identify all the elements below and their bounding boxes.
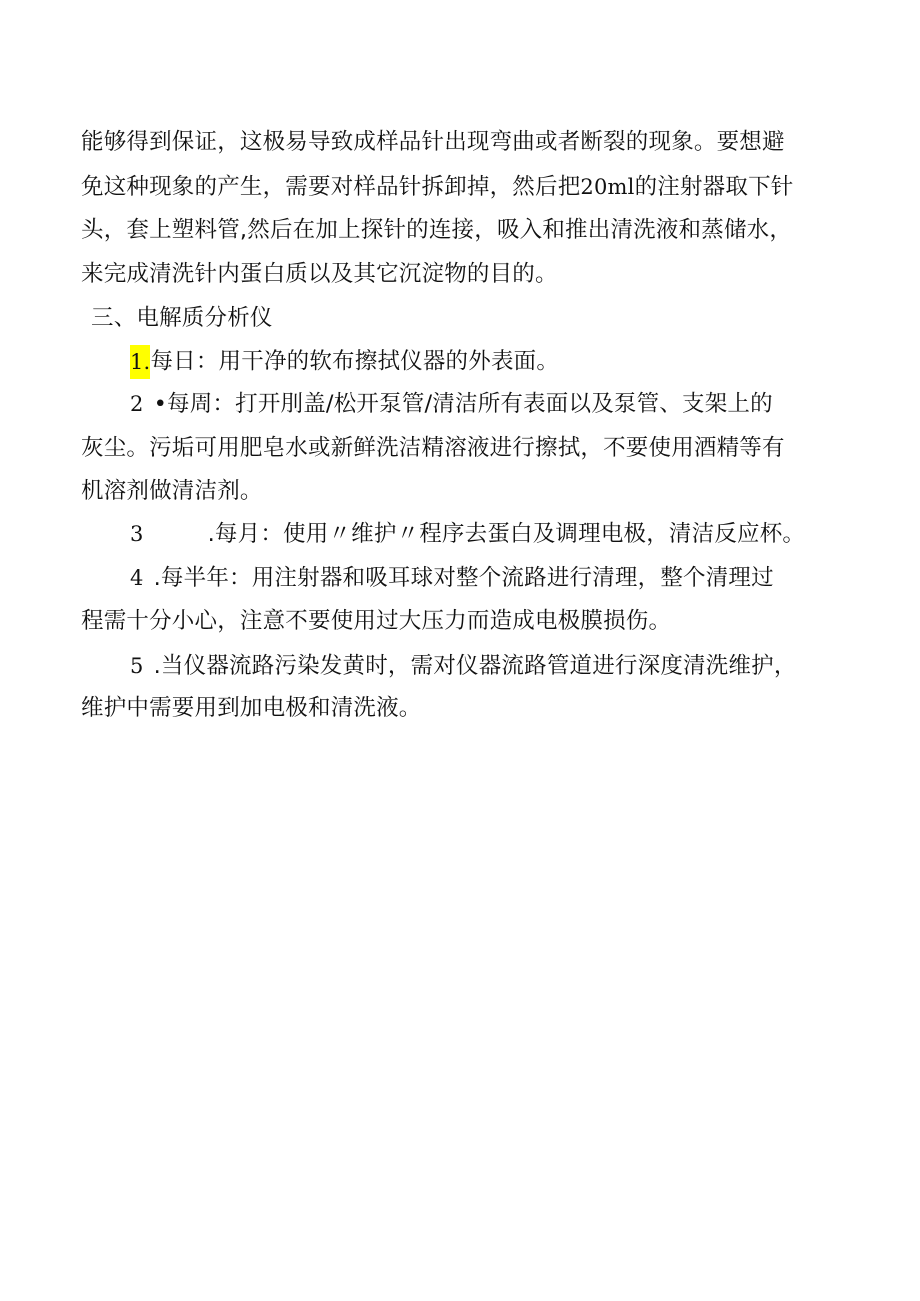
paragraph-text: 的注射器取下针	[634, 174, 794, 200]
list-item	[130, 345, 559, 379]
item-continuation: 程需十分小心，注意不要使用过大压力而造成电极膜损伤。	[81, 608, 672, 634]
paragraph-line	[81, 172, 793, 202]
item-text: 每日：用干净的软布擦拭仪器的外表面。	[150, 348, 560, 375]
item-text: .每半年：用注射器和吸耳球对整个流路进行清理，整个清理过	[153, 565, 774, 591]
item-number: 2	[130, 392, 144, 416]
list-item	[130, 519, 805, 549]
paragraph-text: 免这种现象的产生，需要对样品针拆卸掉，然后把	[81, 174, 581, 200]
list-item	[130, 389, 773, 419]
list-item	[130, 563, 774, 593]
paragraph-line: 头，套上塑料管,然后在加上探针的连接，吸入和推出清洗液和蒸储水，	[81, 217, 793, 243]
paragraph-line: 能够得到保证，这极易导致成样品针出现弯曲或者断裂的现象。要想避	[81, 129, 785, 155]
item-number: 3	[130, 522, 144, 546]
paragraph-line: 来完成清洗针内蛋白质以及其它沉淀物的目的。	[81, 261, 558, 287]
item-continuation: 维护中需要用到加电极和清洗液。	[81, 695, 422, 721]
section-heading: 三、电解质分析仪	[91, 305, 273, 331]
item-text: .每月：使用〃维护〃程序去蛋白及调理电极，清洁反应杯。	[207, 521, 806, 547]
volume-value: 20ml	[580, 175, 635, 199]
item-number: 4	[130, 566, 144, 590]
item-continuation: 灰尘。污垢可用肥皂水或新鲜洗洁精溶液进行擦拭，不要使用酒精等有	[81, 435, 785, 461]
item-continuation: 机溶剂做清洁剂。	[81, 478, 263, 504]
item-text: .当仪器流路污染发黄时，需对仪器流路管道进行深度清洗维护，	[153, 653, 797, 679]
list-item	[130, 651, 797, 681]
item-text: •每周：打开刖盖/松开泵管/清洁所有表面以及泵管、支架上的	[153, 391, 773, 417]
item-number: 5	[130, 654, 144, 678]
item-number-highlighted: 1.	[130, 345, 150, 379]
